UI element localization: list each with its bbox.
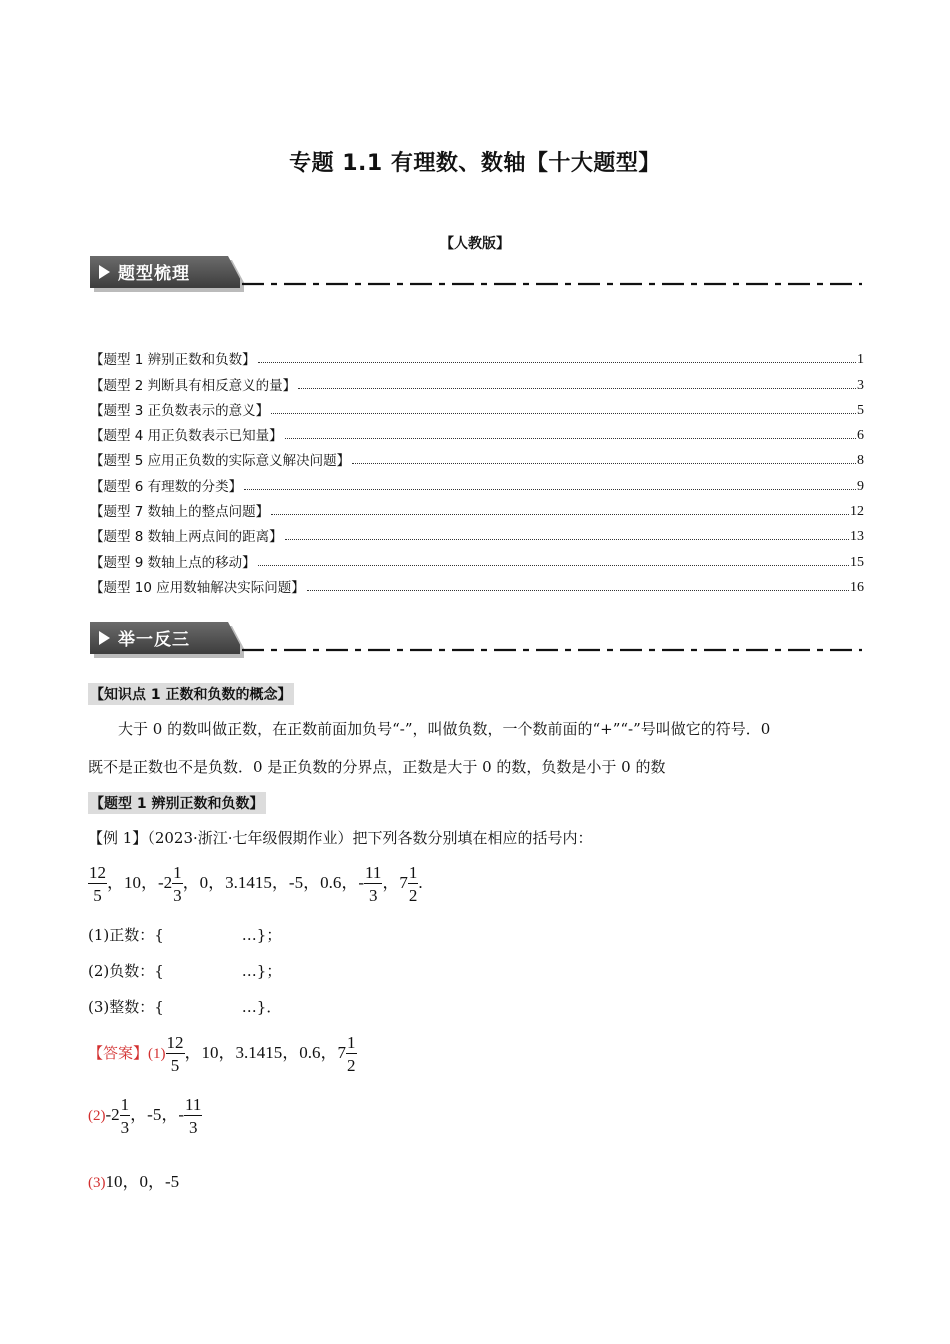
- toc-entry-text: 【题型 8 数轴上两点间的距离】: [90, 529, 283, 546]
- play-triangle-icon: [99, 631, 110, 645]
- question-label: (1)正数：{: [88, 926, 164, 944]
- toc-page-number: 12: [850, 504, 864, 520]
- toc-entry-text: 【题型 2 判断具有相反意义的量】: [90, 377, 297, 394]
- answer-line-2: [88, 1096, 202, 1136]
- toc-page-number: 8: [857, 453, 864, 469]
- banner-dash-line: [242, 280, 862, 288]
- toc-row[interactable]: [90, 469, 864, 494]
- answer-index: (1): [148, 1045, 166, 1062]
- fraction-11-3: [364, 864, 382, 904]
- banner-dash-line: [242, 646, 862, 654]
- denominator: 2: [408, 886, 418, 905]
- example-text: （2023·浙江·七年级假期作业）把下列各数分别填在相应的括号内：: [147, 829, 593, 847]
- denominator: 3: [173, 886, 182, 905]
- fraction-1-2: [408, 864, 419, 904]
- question-label: (2)负数：{: [88, 962, 164, 980]
- toc-entry-text: 【题型 3 正负数表示的意义】: [90, 402, 270, 419]
- fraction-1-2: [346, 1034, 357, 1074]
- toc-row[interactable]: [90, 571, 864, 596]
- question-end: …}；: [241, 926, 282, 944]
- answer-line-3: [88, 1167, 179, 1192]
- fraction-1-3: [172, 864, 183, 904]
- knowledge-paragraph-line1: 大于 0 的数叫做正数，在正数前面加负号“-”，叫做负数，一个数前面的“+”“-”号叫做它的符号．0: [118, 720, 771, 738]
- example-label: 【例 1】: [88, 829, 148, 847]
- number-separator: ，10，-2: [107, 872, 173, 892]
- toc-entry-text: 【题型 6 有理数的分类】: [90, 478, 243, 495]
- numerator: 11: [365, 863, 382, 882]
- toc-entry-text: 【题型 9 数轴上点的移动】: [90, 554, 256, 571]
- denominator: 3: [120, 1118, 130, 1137]
- question-1: [88, 924, 281, 945]
- toc-row[interactable]: [90, 368, 864, 393]
- toc-leader: [285, 438, 856, 439]
- answer-values: 10，0，-5: [105, 1172, 180, 1191]
- toc-row[interactable]: [90, 444, 864, 469]
- toc-row[interactable]: [90, 343, 864, 368]
- numerator: 12: [166, 1033, 184, 1052]
- numerator: 1: [347, 1033, 356, 1052]
- toc-entry-text: 【题型 5 应用正负数的实际意义解决问题】: [90, 453, 351, 470]
- answer-label: 【答案】: [88, 1043, 149, 1062]
- denominator: 2: [347, 1056, 356, 1075]
- toc-row[interactable]: [90, 495, 864, 520]
- number-end: .: [418, 872, 423, 892]
- fraction-1-3: [120, 1096, 131, 1136]
- toc-page-number: 15: [850, 554, 864, 570]
- question-3: [88, 996, 281, 1017]
- answer-line-1: [88, 1034, 357, 1074]
- example-1: [88, 827, 593, 848]
- table-of-contents: [90, 343, 864, 596]
- denominator: 3: [368, 886, 378, 905]
- numerator: 1: [173, 863, 182, 882]
- toc-leader: [285, 539, 849, 540]
- toc-page-number: 5: [857, 402, 864, 418]
- edition-label: 【人教版】: [440, 236, 510, 252]
- number-separator: ，7: [382, 872, 408, 892]
- denominator: 5: [93, 886, 102, 905]
- answer-index: (3): [88, 1175, 106, 1191]
- toc-row[interactable]: [90, 419, 864, 444]
- toc-leader: [271, 413, 856, 414]
- toc-entry-text: 【题型 4 用正负数表示已知量】: [90, 428, 283, 445]
- page-title: 专题 1.1 有理数、数轴【十大题型】: [289, 151, 661, 176]
- question-end: …}；: [241, 962, 282, 980]
- toc-page-number: 16: [850, 579, 864, 595]
- toc-page-number: 6: [857, 428, 864, 444]
- toc-leader: [244, 489, 856, 490]
- number-separator: ，0.6，-: [303, 872, 365, 892]
- type1-heading-text: 【题型 1 辨别正数和负数】: [88, 792, 266, 814]
- toc-entry-text: 【题型 1 辨别正数和负数】: [90, 352, 256, 369]
- toc-row[interactable]: [90, 394, 864, 419]
- answer-index: (2): [88, 1107, 106, 1124]
- numerator: 11: [185, 1095, 202, 1114]
- fraction-12-5: [88, 864, 107, 904]
- denominator: 3: [188, 1118, 198, 1137]
- knowledge-paragraph-line2: 既不是正数也不是负数．0 是正负数的分界点，正数是大于 0 的数，负数是小于 0 的数: [88, 758, 666, 776]
- answer-values: ，10，3.1415，0.6，7: [184, 1042, 347, 1062]
- numerator: 1: [408, 863, 418, 882]
- toc-row[interactable]: [90, 545, 864, 570]
- number-separator: ，0，3.1415，: [182, 872, 289, 892]
- question-end: …}．: [241, 998, 282, 1016]
- banner-label: 题型梳理: [118, 264, 190, 284]
- example-numbers: [88, 864, 423, 904]
- denominator: 5: [170, 1056, 180, 1075]
- answer-values: ，-5，-: [130, 1104, 184, 1124]
- toc-row[interactable]: [90, 520, 864, 545]
- toc-leader: [258, 565, 849, 566]
- toc-page-number: 13: [850, 529, 864, 545]
- toc-page-number: 3: [857, 377, 864, 393]
- section-banner-practice: [90, 622, 862, 658]
- banner-label: 举一反三: [118, 630, 190, 650]
- toc-leader: [258, 362, 856, 363]
- play-triangle-icon: [99, 265, 110, 279]
- toc-entry-text: 【题型 10 应用数轴解决实际问题】: [90, 579, 305, 596]
- fraction-11-3: [184, 1096, 202, 1136]
- type1-heading: [88, 792, 266, 814]
- number-neg5: -5: [288, 872, 304, 892]
- question-label: (3)整数：{: [88, 998, 164, 1016]
- fraction-12-5: [166, 1034, 185, 1074]
- question-2: [88, 960, 281, 981]
- toc-leader: [352, 463, 856, 464]
- toc-entry-text: 【题型 7 数轴上的整点问题】: [90, 504, 270, 521]
- toc-page-number: 1: [857, 352, 864, 368]
- numerator: 12: [89, 863, 106, 882]
- numerator: 1: [120, 1095, 130, 1114]
- toc-leader: [307, 590, 849, 591]
- toc-leader: [298, 388, 856, 389]
- section-banner-overview: [90, 256, 862, 292]
- toc-leader: [271, 514, 849, 515]
- knowledge-heading-text: 【知识点 1 正数和负数的概念】: [88, 683, 294, 705]
- knowledge-heading: [88, 683, 294, 705]
- toc-page-number: 9: [857, 478, 864, 494]
- answer-values: -2: [105, 1104, 120, 1124]
